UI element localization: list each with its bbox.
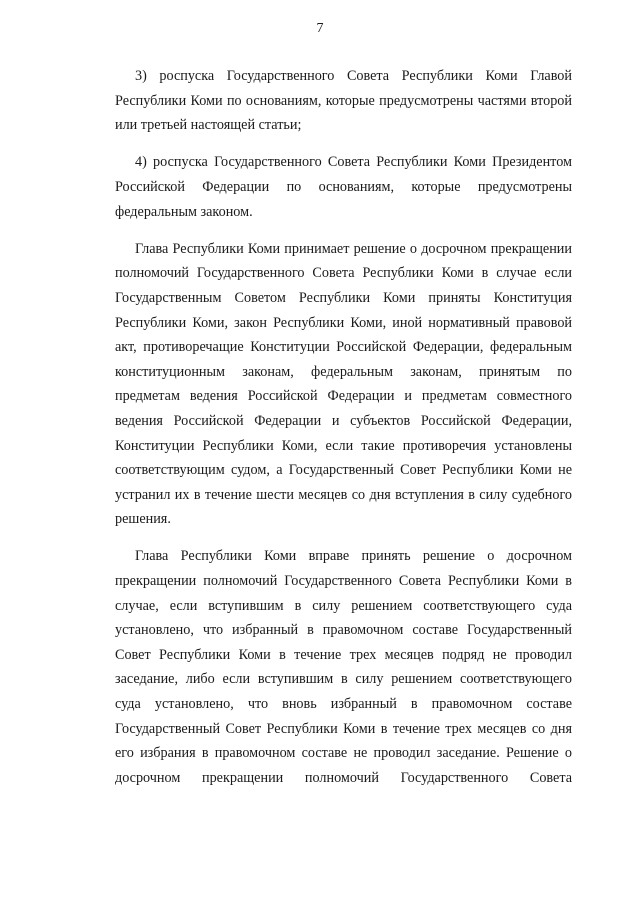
page-number: 7 (316, 21, 324, 36)
paragraph-right-to-terminate: Глава Республики Коми вправе принять решение о досрочном прекращении полномочий Государственного Совета Республики Коми в случае, если вступившим в силу решением соответствующего суда установлено, что избранный в правомочном составе Государственный Совет Республики Коми в течение трех месяцев подряд не проводил заседание, либо если вступившим в силу решением соответствующего суда установлено, что вновь избранный в правомочном составе Государственный Совет Республики Коми в течение трех месяцев со дня его избрания в правомочном составе не проводил заседание. Решение о досрочном прекращении полномочий Государственного Совета (115, 548, 572, 786)
document-body (115, 64, 572, 790)
paragraph-item-3: 3) роспуска Государственного Совета Республики Коми Главой Республики Коми по основаниям, которые предусмотрены частями второй или третьей настоящей статьи; (115, 68, 572, 134)
paragraph-early-termination: Глава Республики Коми принимает решение о досрочном прекращении полномочий Государственного Совета Республики Коми в случае если Государственным Советом Республики Коми приняты Конституция Республики Коми, закон Республики Коми, иной нормативный правовой акт, противоречащие Конституции Российской Федерации, федеральным конституционным законам, федеральным законам, принятым по предметам ведения Российской Федерации и предметам совместного ведения Российской Федерации и субъектов Российской Федерации, Конституции Республики Коми, если такие противоречия установлены соответствующим судом, а Государственный Совет Республики Коми не устранил их в течение шести месяцев со дня вступления в силу судебного решения. (115, 240, 572, 528)
paragraph-item-4: 4) роспуска Государственного Совета Республики Коми Президентом Российской Федерации по основаниям, которые предусмотрены федеральным законом. (115, 154, 572, 220)
